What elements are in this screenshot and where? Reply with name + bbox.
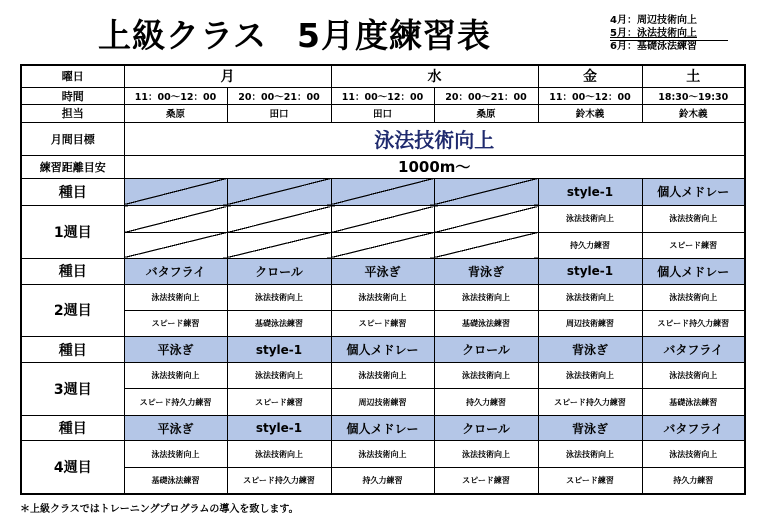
title-class: 上級クラス: [98, 16, 268, 55]
practice-cell: 泳法技術向上: [124, 284, 227, 310]
event-label: 種目: [21, 259, 124, 284]
practice-cell: 周辺技術練習: [331, 389, 434, 415]
week-label: 3週目: [21, 362, 124, 415]
note-april: 4月：周辺技術向上: [610, 15, 697, 26]
practice-cell: 泳法技術向上: [124, 441, 227, 467]
monthly-notes: [610, 14, 697, 53]
weekday-row: [21, 65, 745, 87]
page-title: [98, 10, 491, 57]
week4-row2: [21, 467, 745, 494]
event-cell: style-1: [538, 178, 642, 206]
notes-divider: [610, 40, 728, 41]
practice-cell: 泳法技術向上: [434, 362, 538, 388]
staff-cell: 鈴木義: [642, 105, 745, 122]
practice-cell: スピード持久力練習: [642, 310, 745, 336]
week3-row1: [21, 362, 745, 388]
empty-cell: [331, 232, 434, 258]
staff-cell: 田口: [331, 105, 434, 122]
footnote: ＊上級クラスではトレーニングプログラムの導入を致します。: [20, 504, 299, 515]
day-wed: 水: [331, 65, 538, 87]
practice-cell: 泳法技術向上: [227, 284, 331, 310]
event-cell: style-1: [227, 337, 331, 362]
practice-cell: スピード練習: [331, 310, 434, 336]
practice-cell: 泳法技術向上: [124, 362, 227, 388]
distance-label: 練習距離目安: [21, 156, 124, 178]
time-row: [21, 87, 745, 104]
event-label: 種目: [21, 415, 124, 440]
event-label: 種目: [21, 337, 124, 362]
practice-cell: 基礎泳法練習: [434, 310, 538, 336]
time-cell: 18:30〜19:30: [642, 87, 745, 104]
day-fri: 金: [538, 65, 642, 87]
event-cell-empty: [434, 178, 538, 206]
practice-cell: 基礎泳法練習: [124, 467, 227, 494]
event-cell: バタフライ: [124, 259, 227, 284]
event-cell: 背泳ぎ: [434, 259, 538, 284]
practice-cell: 泳法技術向上: [538, 362, 642, 388]
event-cell: 個人メドレー: [331, 415, 434, 440]
practice-cell: スピード練習: [642, 232, 745, 258]
practice-cell: 持久力練習: [538, 232, 642, 258]
event-cell: style-1: [227, 415, 331, 440]
practice-cell: 基礎泳法練習: [642, 389, 745, 415]
staff-row: [21, 105, 745, 122]
note-june: 6月：基礎泳法練習: [610, 41, 697, 52]
event-cell: バタフライ: [642, 337, 745, 362]
practice-cell: 周辺技術練習: [538, 310, 642, 336]
week1-event-row: [21, 178, 745, 206]
staff-cell: 桑原: [434, 105, 538, 122]
week2-event-row: [21, 259, 745, 284]
practice-cell: 泳法技術向上: [434, 284, 538, 310]
practice-cell: スピード練習: [434, 467, 538, 494]
practice-cell: 泳法技術向上: [227, 441, 331, 467]
empty-cell: [124, 232, 227, 258]
week1-row1: [21, 206, 745, 232]
event-cell: クロール: [227, 259, 331, 284]
practice-cell: スピード持久力練習: [227, 467, 331, 494]
event-label: 種目: [21, 178, 124, 206]
practice-cell: 泳法技術向上: [434, 441, 538, 467]
time-cell: 11：00〜12：00: [331, 87, 434, 104]
practice-cell: 持久力練習: [434, 389, 538, 415]
practice-cell: 泳法技術向上: [331, 284, 434, 310]
empty-cell: [434, 232, 538, 258]
week4-event-row: [21, 415, 745, 440]
event-cell-empty: [124, 178, 227, 206]
week2-row1: [21, 284, 745, 310]
time-cell: 11：00〜12：00: [124, 87, 227, 104]
time-cell: 20：00〜21：00: [434, 87, 538, 104]
event-cell-empty: [227, 178, 331, 206]
week2-row2: [21, 310, 745, 336]
time-cell: 11：00〜12：00: [538, 87, 642, 104]
week3-event-row: [21, 337, 745, 362]
goal-value: 泳法技術向上: [124, 122, 745, 156]
day-mon: 月: [124, 65, 331, 87]
event-cell: クロール: [434, 337, 538, 362]
time-label: 時間: [21, 87, 124, 104]
event-cell-empty: [331, 178, 434, 206]
practice-cell: 泳法技術向上: [331, 441, 434, 467]
staff-cell: 田口: [227, 105, 331, 122]
practice-cell: スピード持久力練習: [124, 389, 227, 415]
practice-cell: 持久力練習: [642, 467, 745, 494]
practice-cell: 泳法技術向上: [538, 441, 642, 467]
staff-cell: 鈴木義: [538, 105, 642, 122]
empty-cell: [227, 206, 331, 232]
practice-cell: スピード練習: [227, 389, 331, 415]
practice-cell: スピード練習: [124, 310, 227, 336]
event-cell: 個人メドレー: [642, 178, 745, 206]
week-label: 4週目: [21, 441, 124, 494]
distance-value: 1000m〜: [124, 156, 745, 178]
note-may: 5月：泳法技術向上: [610, 28, 697, 39]
distance-row: [21, 156, 745, 178]
event-cell: クロール: [434, 415, 538, 440]
empty-cell: [227, 232, 331, 258]
event-cell: 背泳ぎ: [538, 337, 642, 362]
empty-cell: [124, 206, 227, 232]
week4-row1: [21, 441, 745, 467]
week3-row2: [21, 389, 745, 415]
goal-label: 月間目標: [21, 122, 124, 156]
event-cell: 個人メドレー: [642, 259, 745, 284]
practice-cell: スピード持久力練習: [538, 389, 642, 415]
staff-label: 担当: [21, 105, 124, 122]
practice-cell: 泳法技術向上: [642, 284, 745, 310]
schedule-table: [20, 64, 746, 495]
practice-cell: 泳法技術向上: [538, 206, 642, 232]
practice-cell: スピード練習: [538, 467, 642, 494]
week-label: 1週目: [21, 206, 124, 259]
staff-cell: 桑原: [124, 105, 227, 122]
practice-cell: 泳法技術向上: [642, 441, 745, 467]
event-cell: 平泳ぎ: [331, 259, 434, 284]
day-sat: 土: [642, 65, 745, 87]
practice-cell: 泳法技術向上: [331, 362, 434, 388]
event-cell: 平泳ぎ: [124, 337, 227, 362]
week-label: 2週目: [21, 284, 124, 337]
empty-cell: [331, 206, 434, 232]
practice-cell: 泳法技術向上: [642, 206, 745, 232]
event-cell: バタフライ: [642, 415, 745, 440]
practice-cell: 基礎泳法練習: [227, 310, 331, 336]
empty-cell: [434, 206, 538, 232]
event-cell: 背泳ぎ: [538, 415, 642, 440]
practice-cell: 泳法技術向上: [642, 362, 745, 388]
practice-cell: 持久力練習: [331, 467, 434, 494]
week1-row2: [21, 232, 745, 258]
practice-cell: 泳法技術向上: [227, 362, 331, 388]
practice-cell: 泳法技術向上: [538, 284, 642, 310]
event-cell: 平泳ぎ: [124, 415, 227, 440]
goal-row: [21, 122, 745, 156]
title-month: 5月度練習表: [297, 16, 491, 55]
event-cell: style-1: [538, 259, 642, 284]
weekday-label: 曜日: [21, 65, 124, 87]
event-cell: 個人メドレー: [331, 337, 434, 362]
time-cell: 20：00〜21：00: [227, 87, 331, 104]
